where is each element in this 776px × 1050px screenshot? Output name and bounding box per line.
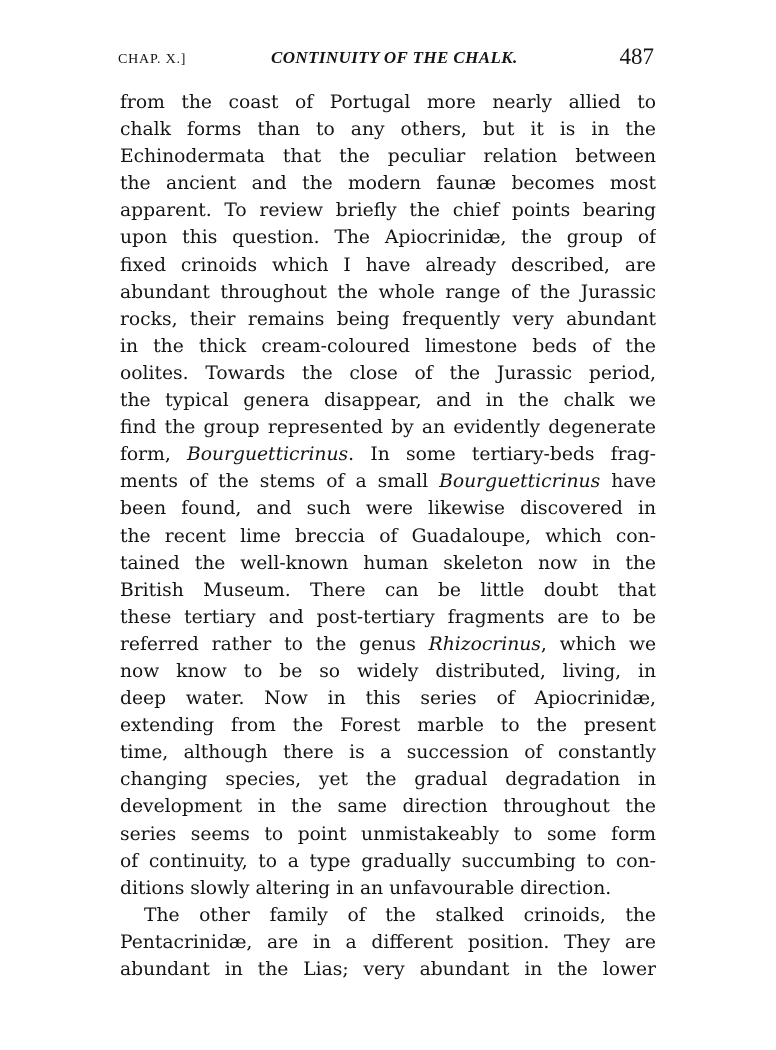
text-line: extending from the Forest marble to the present xyxy=(120,715,656,737)
text-line: referred rather to the genus Rhizocrinus, which we xyxy=(120,633,656,655)
text-line: Echinodermata that the peculiar relation between xyxy=(120,146,656,168)
text-line: ditions slowly altering in an unfavourable direction. xyxy=(120,877,612,899)
text-line: tained the well-known human skeleton now in the xyxy=(120,552,656,574)
text-line: changing species, yet the gradual degradation in xyxy=(120,769,656,791)
page-number: 487 xyxy=(619,44,654,69)
text-line: find the group represented by an evidently degenerate xyxy=(120,417,656,439)
text-line: apparent. To review briefly the chief points bearing xyxy=(120,200,656,222)
text-line: The other family of the stalked crinoids, the xyxy=(144,904,656,926)
text-line: fixed crinoids which I have already described, are xyxy=(120,254,656,276)
text-line: British Museum. There can be little doubt that xyxy=(120,579,656,601)
text-line: been found, and such were likewise discovered in xyxy=(120,498,656,520)
text-line: the recent lime breccia of Guadaloupe, which con- xyxy=(120,525,656,547)
running-header xyxy=(118,44,658,74)
text-line: upon this question. The Apiocrinidæ, the group of xyxy=(120,227,656,249)
text-line: the typical genera disappear, and in the chalk we xyxy=(120,390,656,412)
text-line: form, Bourguetticrinus. In some tertiary-beds frag- xyxy=(120,444,656,466)
text-line: from the coast of Portugal more nearly allied to xyxy=(120,92,656,113)
text-line: abundant in the Lias; very abundant in the lower xyxy=(120,959,656,980)
text-line: abundant throughout the whole range of the Jurassic xyxy=(120,281,656,303)
text-line: ments of the stems of a small Bourguetticrinus have xyxy=(120,471,656,493)
running-title: CONTINUITY OF THE CHALK. xyxy=(271,48,518,67)
text-line: these tertiary and post-tertiary fragments are to be xyxy=(120,606,656,628)
text-line: development in the same direction throughout the xyxy=(120,796,656,818)
text-line: now know to be so widely distributed, living, in xyxy=(120,660,656,682)
chapter-label: CHAP. X.] xyxy=(118,52,187,67)
text-line: oolites. Towards the close of the Jurassic period, xyxy=(120,362,656,384)
text-line: Pentacrinidæ, are in a different position. They are xyxy=(120,931,656,953)
text-line: time, although there is a succession of constantly xyxy=(120,742,656,764)
text-line: in the thick cream-coloured limestone beds of the xyxy=(120,335,656,357)
text-line: the ancient and the modern faunæ becomes most xyxy=(120,173,656,195)
text-line: rocks, their remains being frequently very abundant xyxy=(120,308,656,330)
genus-name-italic: Rhizocrinus xyxy=(428,633,541,655)
body-text xyxy=(120,89,656,983)
genus-name-italic: Bourguetticrinus xyxy=(439,471,601,493)
text-line: deep water. Now in this series of Apiocrinidæ, xyxy=(120,688,656,710)
text-line: of continuity, to a type gradually succumbing to con- xyxy=(120,850,656,872)
genus-name-italic: Bourguetticrinus xyxy=(187,444,349,466)
text-line: series seems to point unmistakeably to some form xyxy=(120,823,656,845)
text-line: chalk forms than to any others, but it is in the xyxy=(120,119,656,141)
